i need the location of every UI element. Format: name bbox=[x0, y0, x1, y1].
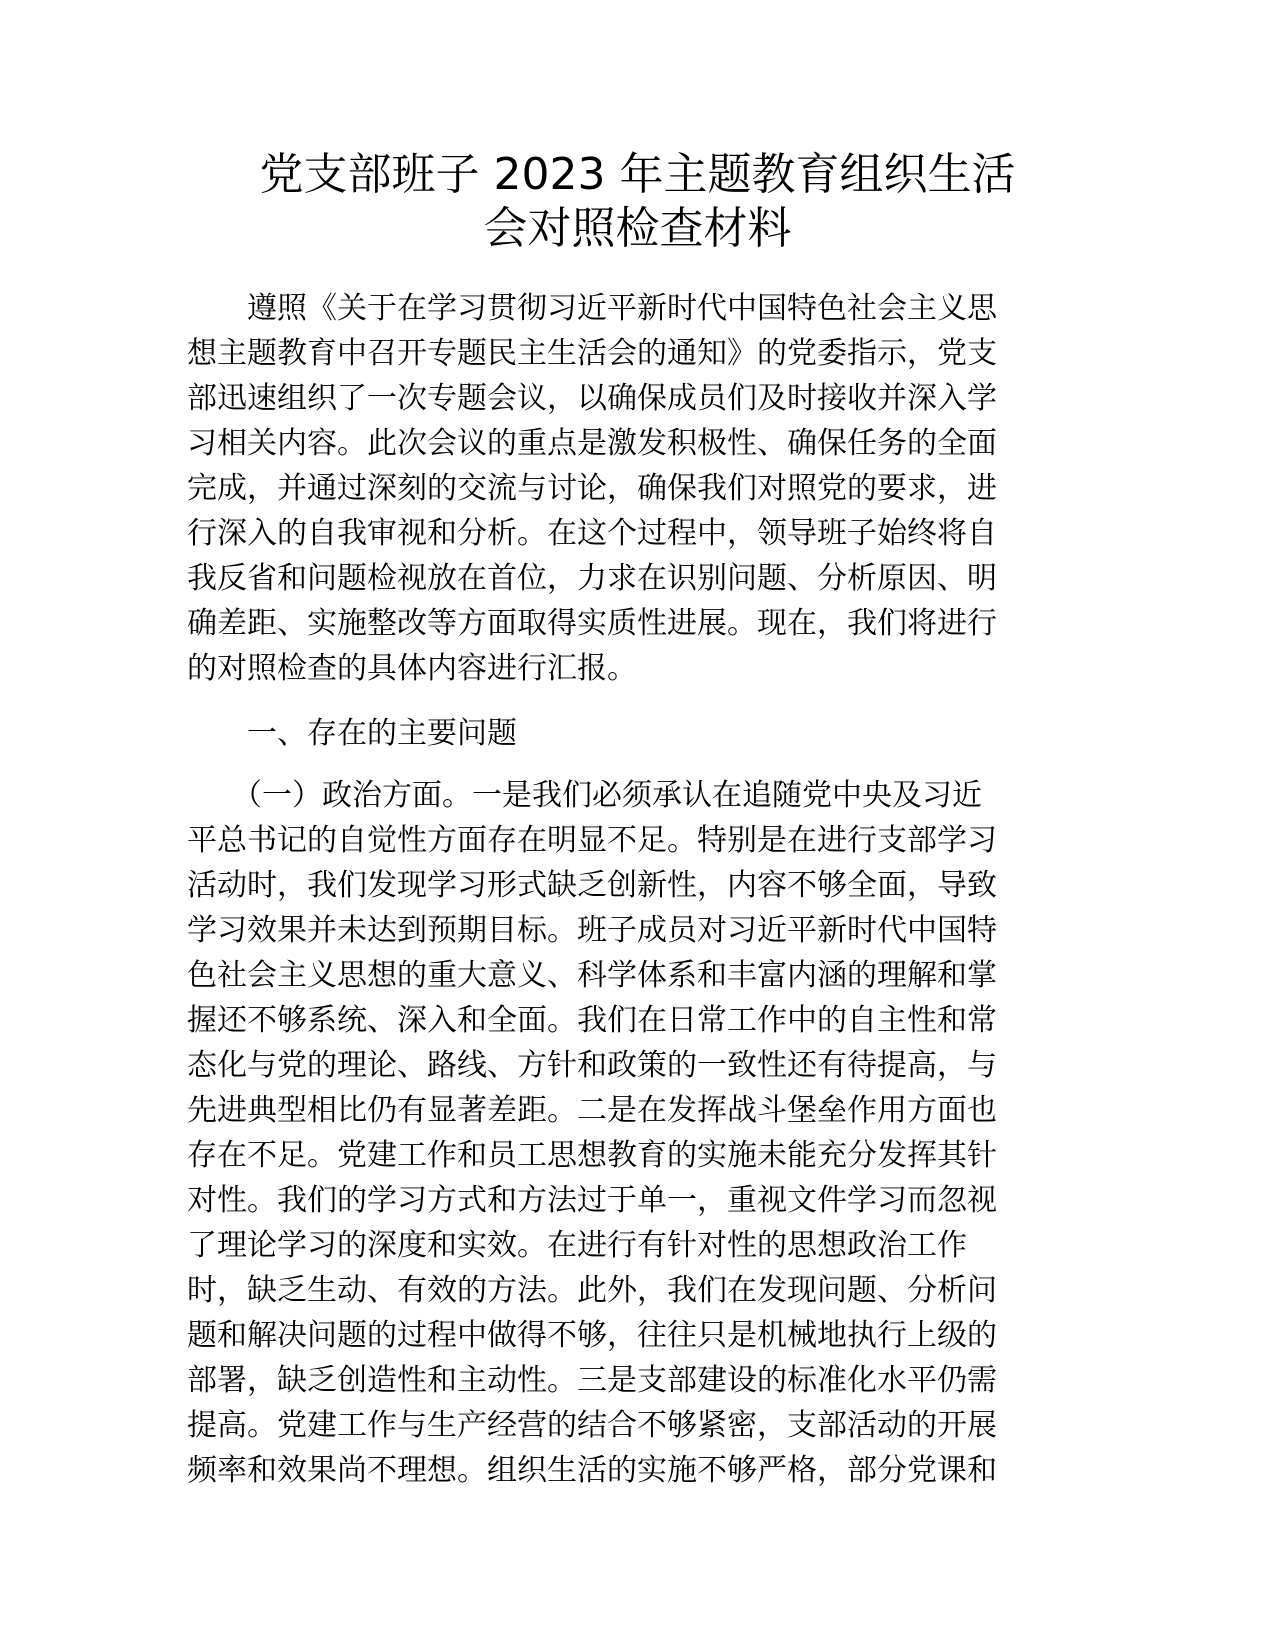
paragraph-line: 色社会主义思想的重大意义、科学体系和丰富内涵的理解和掌 bbox=[187, 958, 997, 993]
paragraph-line: 行深入的自我审视和分析。在这个过程中，领导班子始终将自 bbox=[187, 516, 997, 551]
paragraph-line: 完成，并通过深刻的交流与讨论，确保我们对照党的要求，进 bbox=[187, 471, 997, 506]
paragraph-line: 部署，缺乏创造性和主动性。三是支部建设的标准化水平仍需 bbox=[187, 1363, 997, 1398]
title-line: 会对照检查材料 bbox=[483, 203, 792, 254]
politics-paragraph bbox=[187, 773, 1089, 1493]
document-title bbox=[190, 148, 1085, 256]
paragraph-line: 对性。我们的学习方式和方法过于单一，重视文件学习而忽视 bbox=[187, 1183, 997, 1218]
paragraph-line: 频率和效果尚不理想。组织生活的实施不够严格，部分党课和 bbox=[187, 1453, 997, 1488]
paragraph-line: （一）政治方面。一是我们必须承认在追随党中央及习近 bbox=[187, 778, 982, 813]
paragraph-line: 提高。党建工作与生产经营的结合不够紧密，支部活动的开展 bbox=[187, 1408, 997, 1443]
paragraph-line: 先进典型相比仍有显著差距。二是在发挥战斗堡垒作用方面也 bbox=[187, 1093, 997, 1128]
heading-line: 一、存在的主要问题 bbox=[187, 716, 517, 751]
paragraph-line: 确差距、实施整改等方面取得实质性进展。现在，我们将进行 bbox=[187, 606, 997, 641]
paragraph-line: 习相关内容。此次会议的重点是激发积极性、确保任务的全面 bbox=[187, 426, 997, 461]
paragraph-line: 题和解决问题的过程中做得不够，往往只是机械地执行上级的 bbox=[187, 1318, 997, 1353]
paragraph-line: 握还不够系统、深入和全面。我们在日常工作中的自主性和常 bbox=[187, 1003, 997, 1038]
title-line: 党支部班子 2023 年主题教育组织生活 bbox=[259, 149, 1016, 200]
paragraph-line: 时，缺乏生动、有效的方法。此外，我们在发现问题、分析问 bbox=[187, 1273, 997, 1308]
paragraph-line: 态化与党的理论、路线、方针和政策的一致性还有待提高，与 bbox=[187, 1048, 997, 1083]
paragraph-line: 了理论学习的深度和实效。在进行有针对性的思想政治工作 bbox=[187, 1228, 967, 1263]
paragraph-line: 的对照检查的具体内容进行汇报。 bbox=[187, 651, 637, 686]
paragraph-line: 学习效果并未达到预期目标。班子成员对习近平新时代中国特 bbox=[187, 913, 997, 948]
section-heading bbox=[187, 711, 1089, 756]
intro-paragraph bbox=[187, 286, 1089, 691]
paragraph-line: 想主题教育中召开专题民主生活会的通知》的党委指示，党支 bbox=[187, 336, 997, 371]
paragraph-line: 活动时，我们发现学习形式缺乏创新性，内容不够全面，导致 bbox=[187, 868, 997, 903]
paragraph-line: 遵照《关于在学习贯彻习近平新时代中国特色社会主义思 bbox=[187, 291, 997, 326]
paragraph-line: 部迅速组织了一次专题会议，以确保成员们及时接收并深入学 bbox=[187, 381, 997, 416]
paragraph-line: 存在不足。党建工作和员工思想教育的实施未能充分发挥其针 bbox=[187, 1138, 997, 1173]
paragraph-line: 平总书记的自觉性方面存在明显不足。特别是在进行支部学习 bbox=[187, 823, 997, 858]
paragraph-line: 我反省和问题检视放在首位，力求在识别问题、分析原因、明 bbox=[187, 561, 997, 596]
